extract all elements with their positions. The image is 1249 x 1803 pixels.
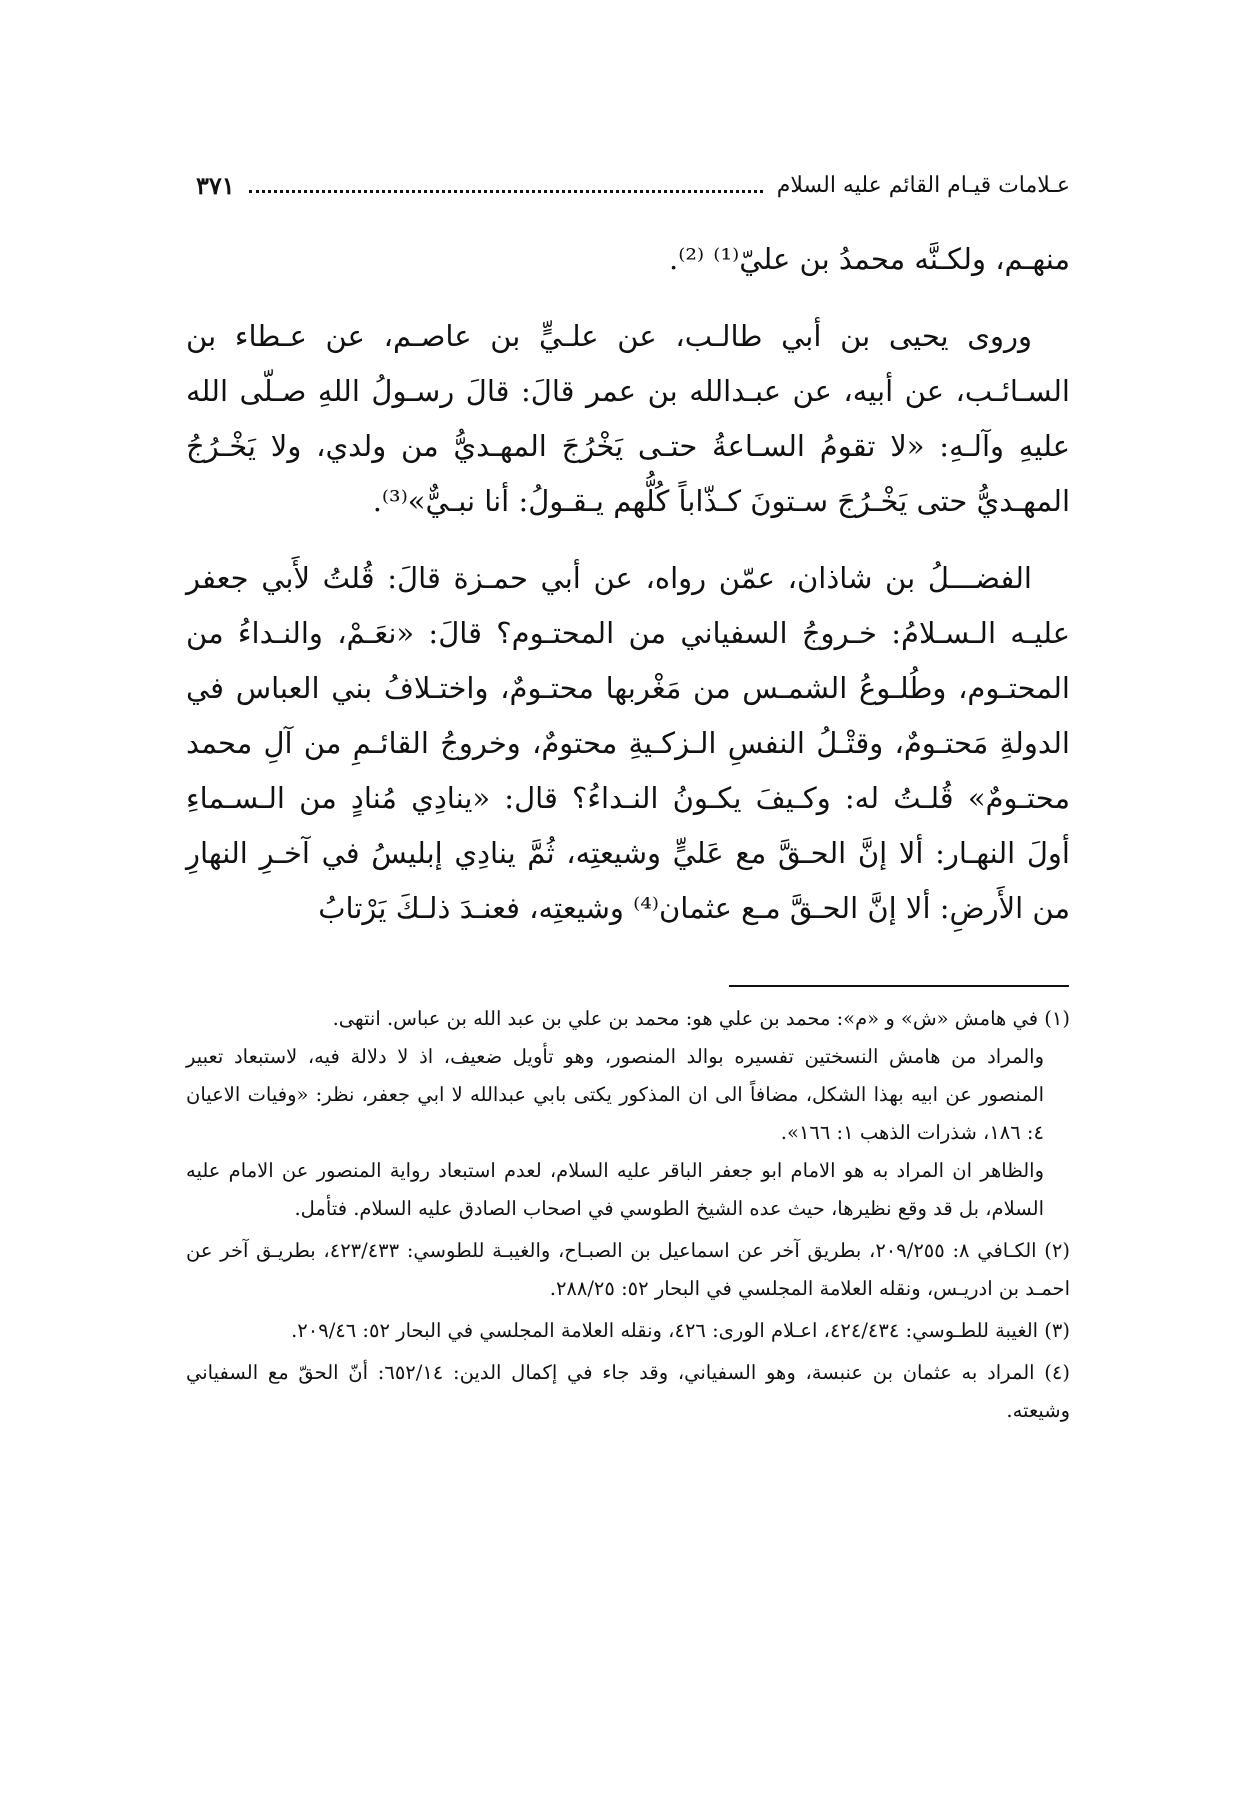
footnote-1: (١) في هامش «ش» و «م»: محمد بن علي هو: محمد بن علي بن عبد الله بن عباس. انتهى. — [332, 1007, 1070, 1030]
footnote-separator — [729, 985, 1069, 987]
leader-dots — [249, 178, 763, 193]
footnote-1-continuation: والمراد من هامش النسختين تفسيره بوالد المنصور، وهو تأويل ضعيف، اذ لا دلالة فيه، لاستبعاد تعبير المنصور عن ابيه بهذا الشكل، مضافاً الى ان المذكور يكتى بابي عبدالله لا ابي جعفر، نظر: «وفيات الاعيان ٤: ١٨٦، شذرات الذهب ١: ١٦٦». — [186, 1045, 1044, 1144]
footnote-1-continuation-2: والظاهر ان المراد به هو الامام ابو جعفر الباقر عليه السلام، لعدم استبعاد رواية المنصور عن الامام عليه السلام، بل قد وقع نظيرها، حيث عده الشيخ الطوسي في اصحاب الصادق عليه السلام. فتأمل. — [186, 1159, 1044, 1220]
running-head-title: عـلامات قيـام القائم عليه السلام — [776, 172, 1070, 198]
paragraph-2: وروى يحيى بن أبي طالـب، عن علـيٍّ بن عاصـم، عن عـطاء بن السـائـب، عن أبيه، عن عبـدالله بن عمر قالَ: قالَ رسـولُ اللهِ صـلّى الله عليهِ وآلـهِ: «لا تقومُ السـاعةُ حتـى يَخْرُجَ المهـديُّ من ولدي، ولا يَخْـرُجُ المهـديُّ حتى يَخْـرُجَ سـتونَ كـذّاباً كُلُّهم يـقـولُ: أنا نبـيٌّ»⁽³⁾. — [186, 319, 1070, 518]
paragraph-3: الفضـــلُ بن شاذان، عمّن رواه، عن أبي حمـزة قالَ: قُلتُ لأَبي جعفر عليـه الـسـلامُ: خـروجُ السفياني من المحتـوم؟ قالَ: «نعَـمْ، والنـداءُ من المحتـوم، وطُلـوعُ الشمـس من مَغْربها محتـومٌ، واختـلافُ بني العباس في الدولةِ مَحتـومٌ، وقتْـلُ النفسِ الـزكـيةِ محتومٌ، وخروجُ القائـمِ من آلِ محمد محتـومٌ» قُلـتُ له: وكـيفَ يكـونُ النـداءُ؟ قال: «ينادِي مُنادٍ من الـسـماءِ أولَ النهـار: ألا إنَّ الحـقَّ مع عَليٍّ وشيعتِه، ثُمَّ ينادِي إبليسُ في آخـرِ النهارِ من الأَرضِ: ألا إنَّ الحـقَّ مـع عثمان⁽⁴⁾ وشيعتِه، فعنـدَ ذلـكَ يَرْتابُ — [186, 561, 1070, 925]
footnotes — [186, 1000, 1070, 1430]
main-text — [186, 232, 1070, 936]
running-head — [196, 168, 1070, 202]
footnote-4: (٤) المراد به عثمان بن عنبسة، وهو السفياني، وقد جاء في إكمال الدين: ٦٥٢/١٤: أنّ الحقّ مع السفياني وشيعته. — [186, 1361, 1070, 1422]
page-number: ٣٧١ — [196, 170, 235, 200]
footnote-3: (٣) الغيبة للطـوسي: ٤٢٤/٤٣٤، اعـلام الورى: ٤٢٦، ونقله العلامة المجلسي في البحار ٥٢: ٢٠٩/٤٦. — [291, 1319, 1070, 1342]
paragraph-1: منهـم، ولكـنَّه محمدُ بن عليّ⁽¹⁾ ⁽²⁾. — [668, 242, 1070, 276]
footnote-2: (٢) الكـافي ٨: ٢٠٩/٢٥٥، بطريق آخر عن اسماعيل بن الصبـاح، والغيبـة للطوسي: ٤٢٣/٤٣٣، بطريـق آخر عن احمـد بن ادريـس، ونقله العلامة المجلسي في البحار ٥٢: ٢٨٨/٢٥. — [186, 1239, 1070, 1300]
